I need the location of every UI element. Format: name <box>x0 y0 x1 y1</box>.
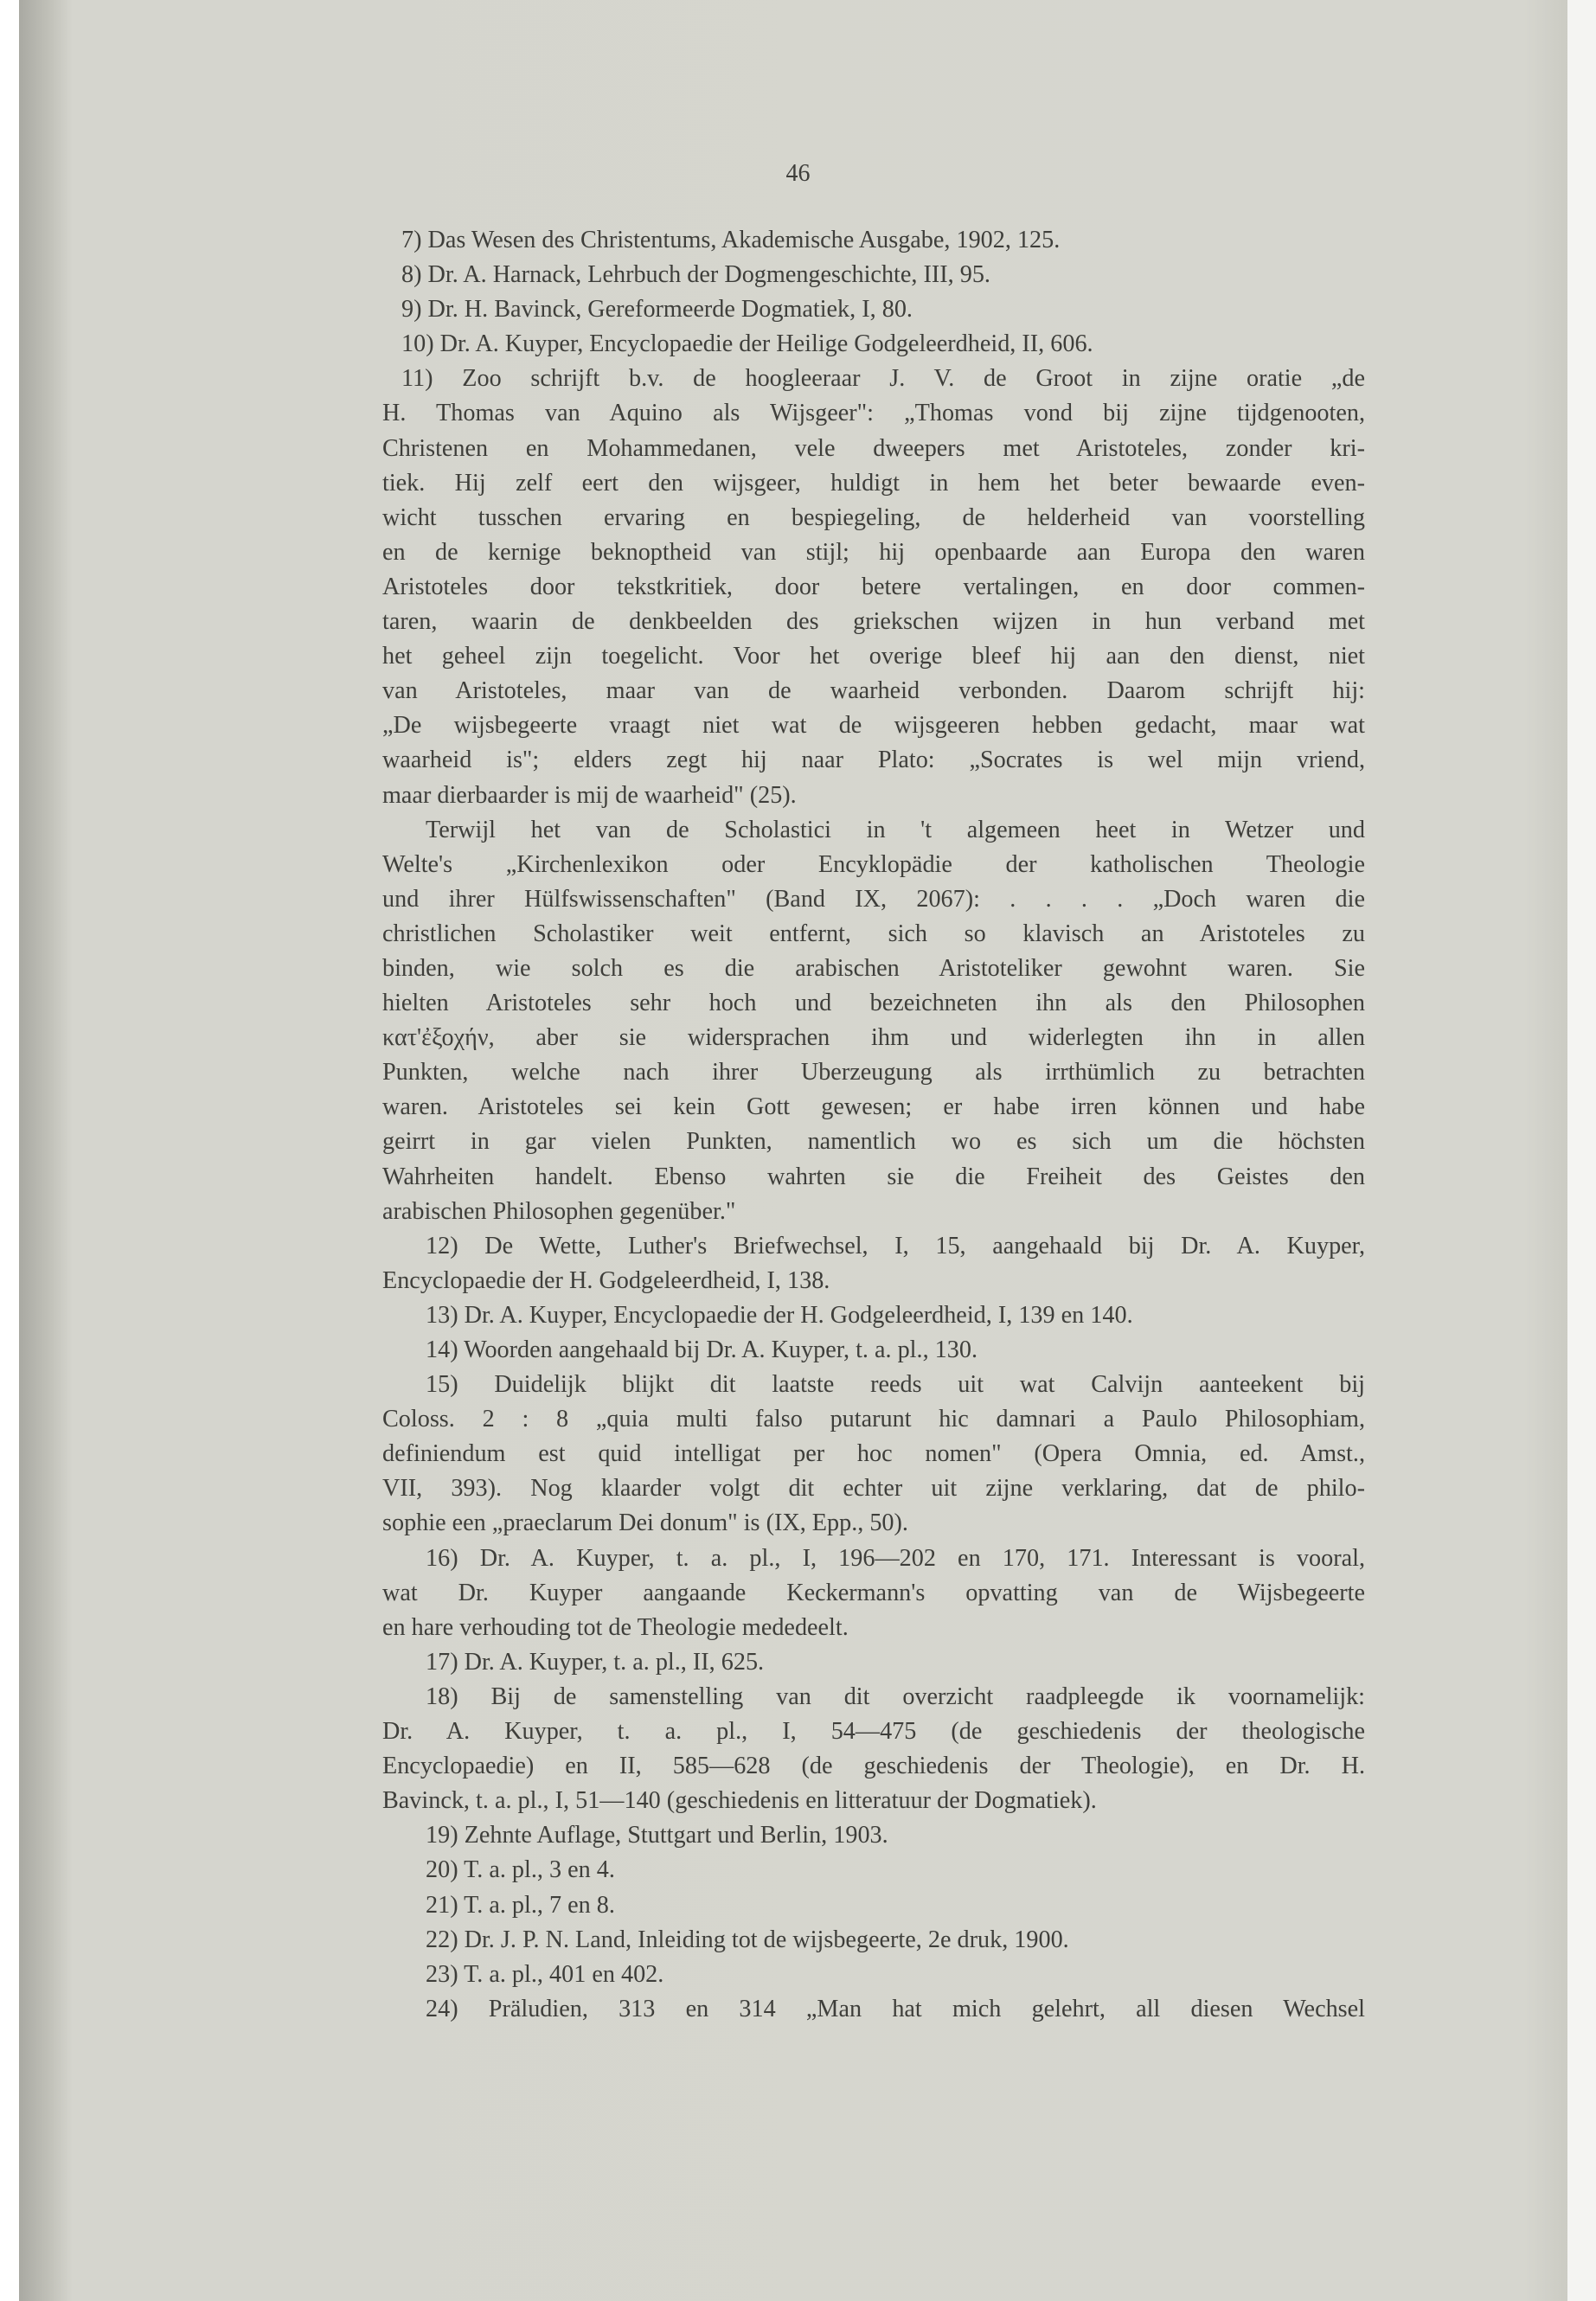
text-line: 18) Bij de samenstelling van dit overzicht raadpleegde ik voornamelijk: <box>426 1682 1365 1710</box>
text-line: van Aristoteles, maar van de waarheid verbonden. Daarom schrijft hij: <box>382 677 1365 705</box>
text-line: en de kernige beknoptheid van stijl; hij openbaarde aan Europa den waren <box>382 538 1365 566</box>
text-line: 10) Dr. A. Kuyper, Encyclopaedie der Heilige Godgeleerdheid, II, 606. <box>401 330 1093 358</box>
text-line: Bavinck, t. a. pl., I, 51—140 (geschiedenis en litteratuur der Dogmatiek). <box>382 1787 1097 1815</box>
text-line: κατ'ἐξοχήν, aber sie widersprachen ihm und widerlegten ihn in allen <box>382 1024 1365 1052</box>
text-line: 16) Dr. A. Kuyper, t. a. pl., I, 196—202 en 170, 171. Interessant is vooral, <box>426 1544 1365 1572</box>
text-line: und ihrer Hülfswissenschaften" (Band IX, 2067): . . . . „Doch waren die <box>382 885 1365 913</box>
text-line: Welte's „Kirchenlexikon oder Encyklopädie der katholischen Theologie <box>382 850 1365 878</box>
text-line: 22) Dr. J. P. N. Land, Inleiding tot de wijsbegeerte, 2e druk, 1900. <box>426 1926 1069 1953</box>
text-line: Aristoteles door tekstkritiek, door betere vertalingen, en door commen- <box>382 573 1365 600</box>
text-line: het geheel zijn toegelicht. Voor het overige bleef hij aan den dienst, niet <box>382 643 1365 670</box>
text-line: christlichen Scholastiker weit entfernt, sich so klavisch an Aristoteles zu <box>382 920 1365 947</box>
text-line: 20) T. a. pl., 3 en 4. <box>426 1856 615 1884</box>
text-line: en hare verhouding tot de Theologie mededeelt. <box>382 1613 849 1641</box>
book-spine-shadow <box>19 0 73 2301</box>
text-line: definiendum est quid intelligat per hoc nomen" (Opera Omnia, ed. Amst., <box>382 1440 1365 1468</box>
text-line: 21) T. a. pl., 7 en 8. <box>426 1891 615 1919</box>
text-line: 13) Dr. A. Kuyper, Encyclopaedie der H. Godgeleerdheid, I, 139 en 140. <box>426 1301 1133 1329</box>
text-line: hielten Aristoteles sehr hoch und bezeichneten ihn als den Philosophen <box>382 990 1365 1017</box>
text-line: wicht tusschen ervaring en bespiegeling, de helderheid van voorstelling <box>382 503 1365 531</box>
text-line: wat Dr. Kuyper aangaande Keckermann's opvatting van de Wijsbegeerte <box>382 1579 1365 1606</box>
text-line: Coloss. 2 : 8 „quia multi falso putarunt hic damnari a Paulo Philosophiam, <box>382 1406 1365 1433</box>
page-number: 46 <box>785 160 811 187</box>
text-line: 17) Dr. A. Kuyper, t. a. pl., II, 625. <box>426 1648 765 1676</box>
text-line: Wahrheiten handelt. Ebenso wahrten sie die Freiheit des Geistes den <box>382 1163 1365 1190</box>
text-line: 9) Dr. H. Bavinck, Gereformeerde Dogmatiek, I, 80. <box>401 296 913 324</box>
text-line: 8) Dr. A. Harnack, Lehrbuch der Dogmengeschichte, III, 95. <box>401 261 990 289</box>
text-line: H. Thomas van Aquino als Wijsgeer": „Thomas vond bij zijne tijdgenooten, <box>382 400 1365 427</box>
text-line: 14) Woorden aangehaald bij Dr. A. Kuyper, t. a. pl., 130. <box>426 1336 977 1363</box>
scan-margin <box>1567 0 1596 2301</box>
text-line: taren, waarin de denkbeelden des griekschen wijzen in hun verband met <box>382 608 1365 636</box>
footnotes-text-block <box>382 223 1365 2027</box>
text-line: sophie een „praeclarum Dei donum" is (IX, Epp., 50). <box>382 1509 908 1537</box>
text-line: 12) De Wette, Luther's Briefwechsel, I, 15, aangehaald bij Dr. A. Kuyper, <box>426 1232 1365 1259</box>
text-line: 11) Zoo schrijft b.v. de hoogleeraar J. V. de Groot in zijne oratie „de <box>401 365 1365 393</box>
text-line: Terwijl het van de Scholastici in 't algemeen heet in Wetzer und <box>426 816 1365 843</box>
text-line: 7) Das Wesen des Christentums, Akademische Ausgabe, 1902, 125. <box>401 227 1061 253</box>
text-line: 24) Präludien, 313 en 314 „Man hat mich gelehrt, all diesen Wechsel <box>426 1995 1365 2022</box>
text-line: VII, 393). Nog klaarder volgt dit echter uit zijne verklaring, dat de philo- <box>382 1475 1365 1503</box>
text-line: tiek. Hij zelf eert den wijsgeer, huldigt in hem het beter bewaarde even- <box>382 469 1365 497</box>
text-line: Encyclopaedie der H. Godgeleerdheid, I, 138. <box>382 1266 830 1294</box>
text-line: waren. Aristoteles sei kein Gott gewesen; er habe irren können und habe <box>382 1093 1365 1121</box>
text-line: arabischen Philosophen gegenüber." <box>382 1197 736 1225</box>
text-line: Punkten, welche nach ihrer Uberzeugung als irrthümlich zu betrachten <box>382 1059 1365 1086</box>
text-line: Dr. A. Kuyper, t. a. pl., I, 54—475 (de geschiedenis der theologische <box>382 1718 1365 1746</box>
text-line: waarheid is"; elders zegt hij naar Plato: „Socrates is wel mijn vriend, <box>382 747 1365 774</box>
text-line: „De wijsbegeerte vraagt niet wat de wijsgeeren hebben gedacht, maar wat <box>382 712 1365 740</box>
text-line: 15) Duidelijk blijkt dit laatste reeds uit wat Calvijn aanteekent bij <box>426 1371 1365 1399</box>
text-line: Christenen en Mohammedanen, vele dweepers met Aristoteles, zonder kri- <box>382 434 1365 462</box>
text-line: geirrt in gar vielen Punkten, namentlich wo es sich um die höchsten <box>382 1128 1365 1156</box>
text-line: Encyclopaedie) en II, 585—628 (de geschiedenis der Theologie), en Dr. H. <box>382 1753 1365 1780</box>
text-line: binden, wie solch es die arabischen Aristoteliker gewohnt waren. Sie <box>382 954 1365 982</box>
text-line: maar dierbaarder is mij de waarheid" (25). <box>382 781 797 809</box>
text-line: 23) T. a. pl., 401 en 402. <box>426 1960 664 1988</box>
text-line: 19) Zehnte Auflage, Stuttgart und Berlin, 1903. <box>426 1822 888 1849</box>
